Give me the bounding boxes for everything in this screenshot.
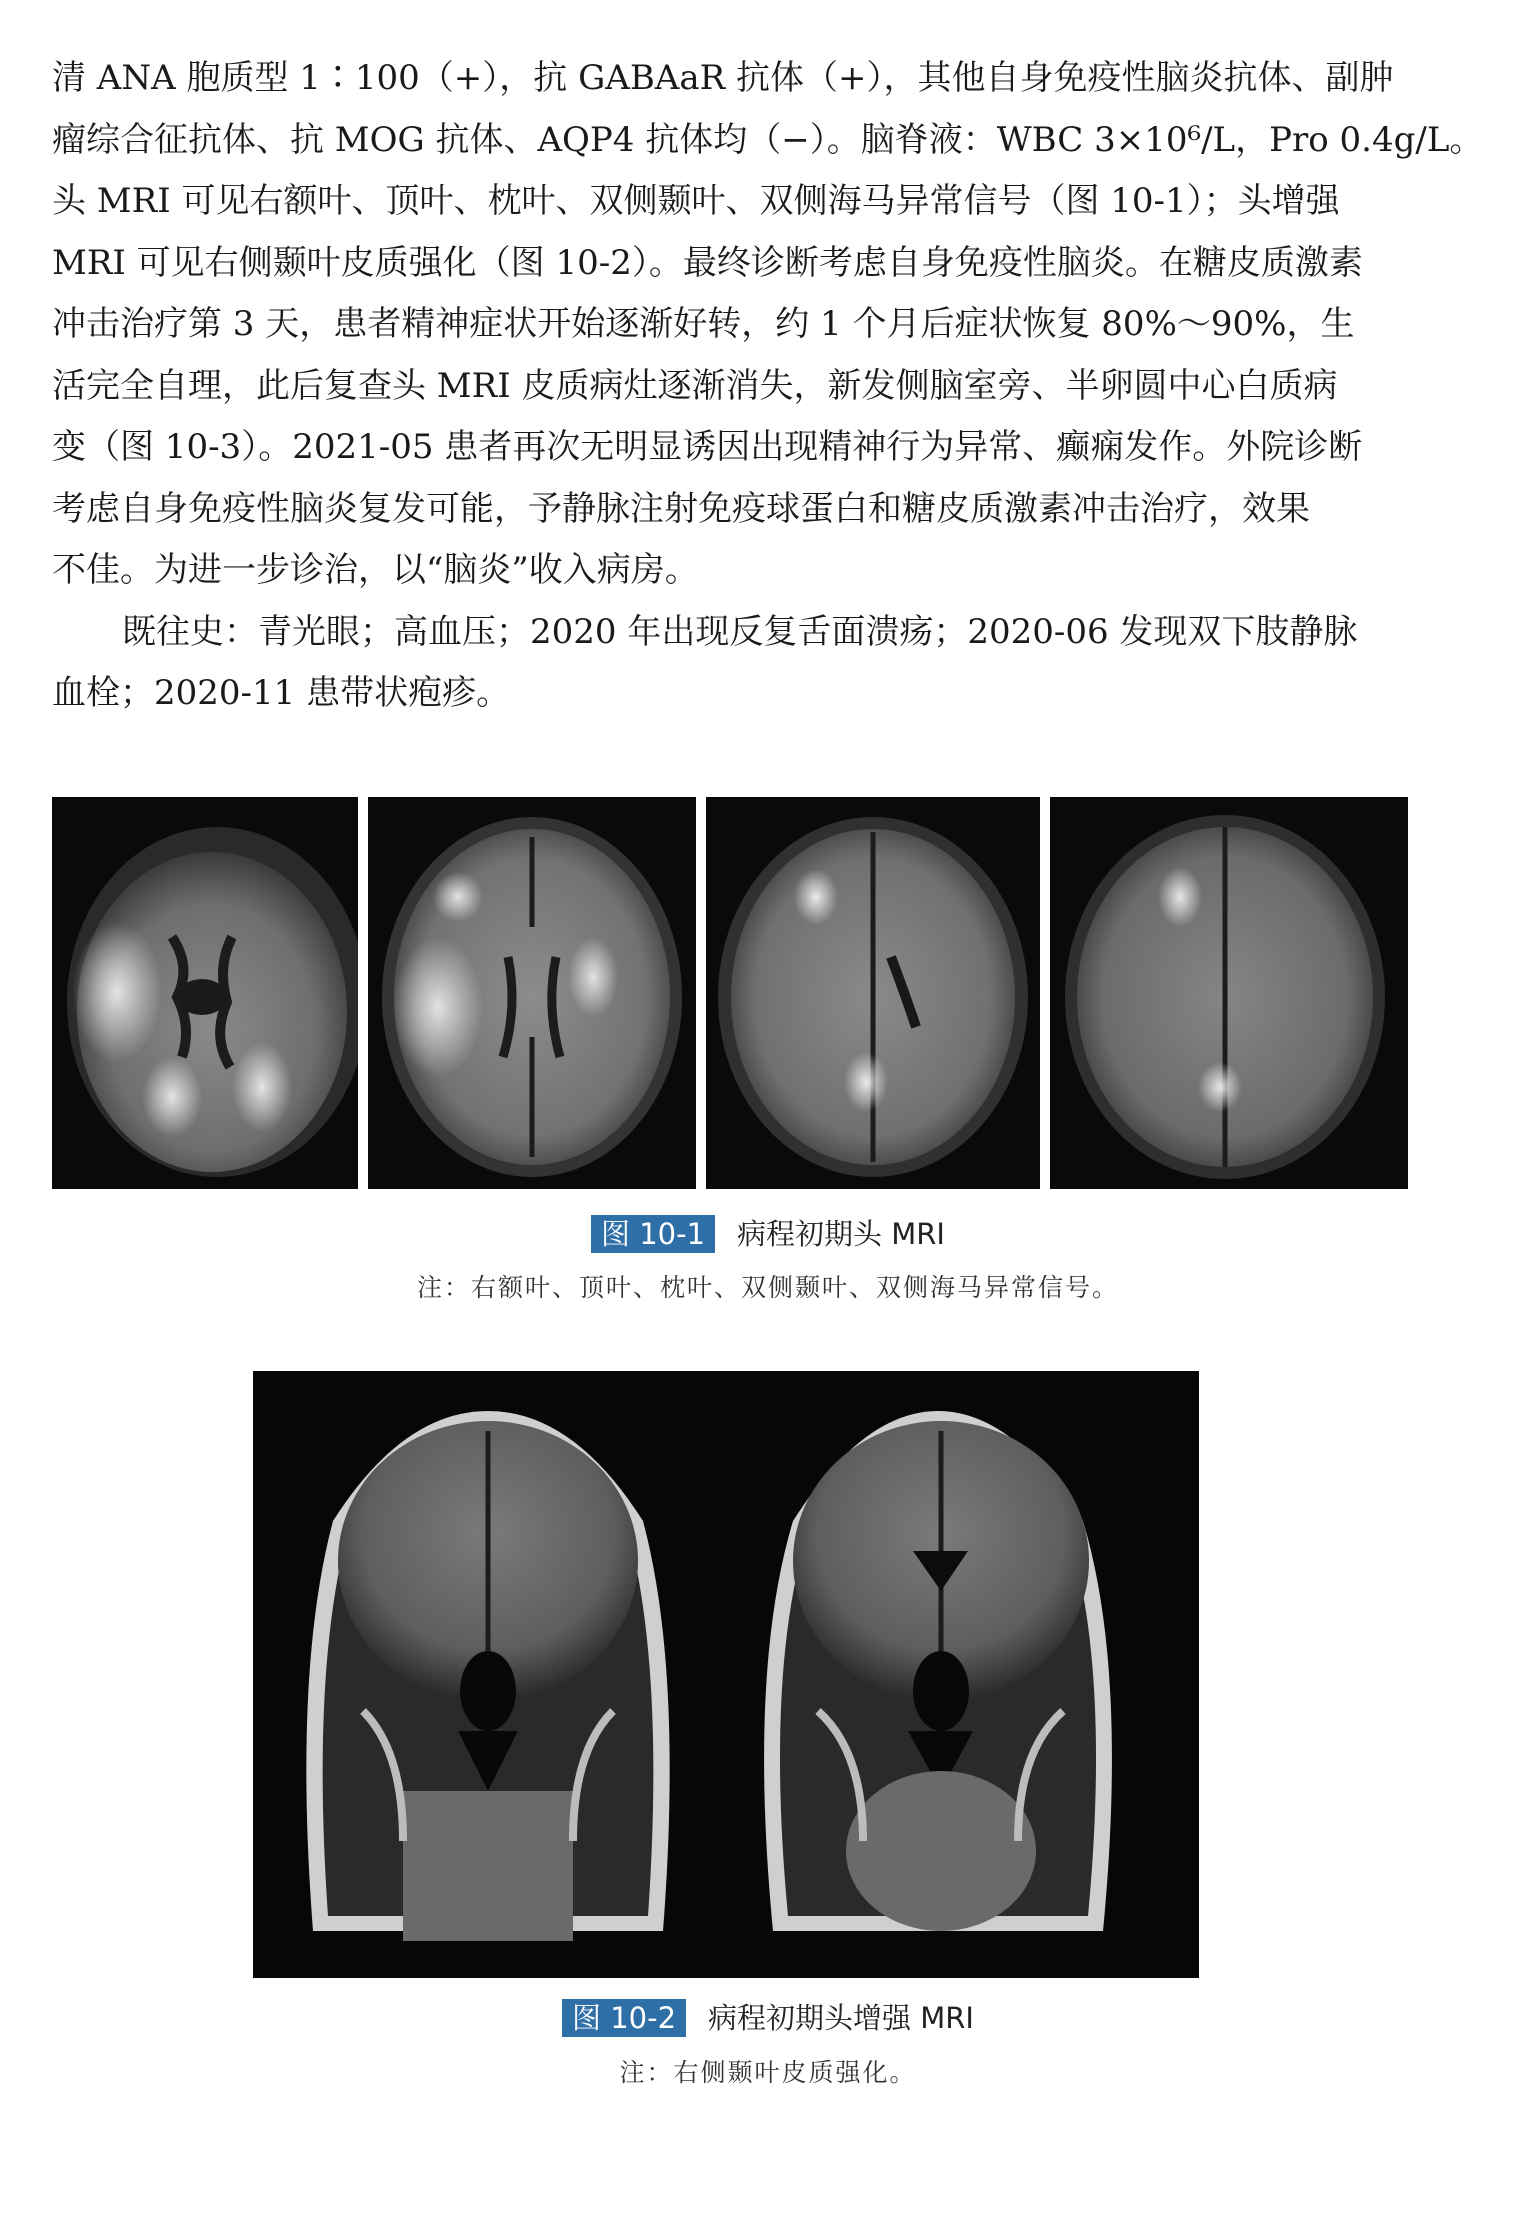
figure-label: 图 10-2: [562, 1999, 686, 2037]
figure-10-1-caption: [0, 1212, 1536, 1253]
figure-10-1-note: 注：右额叶、顶叶、枕叶、双侧颞叶、双侧海马异常信号。: [416, 1273, 1119, 1302]
text-line: MRI 可见右侧颞叶皮质强化（图 10-2）。最终诊断考虑自身免疫性脑炎。在糖皮质激素: [52, 242, 1363, 283]
text-line: 考虑自身免疫性脑炎复发可能，予静脉注射免疫球蛋白和糖皮质激素冲击治疗，效果: [52, 488, 1310, 529]
text-line: 头 MRI 可见右额叶、顶叶、枕叶、双侧颞叶、双侧海马异常信号（图 10-1）；头增强: [52, 181, 1340, 221]
text-line: 瘤综合征抗体、抗 MOG 抗体、AQP4 抗体均（−）。脑脊液：WBC 3×10⁶/L，Pro 0.4g/L。: [52, 119, 1484, 160]
figure-10-2-images: [253, 1371, 1199, 1978]
text-line: 清 ANA 胞质型 1∶100（+），抗 GABAaR 抗体（+），其他自身免疫性脑炎抗体、副肿: [52, 58, 1394, 98]
text-line: 冲击治疗第 3 天，患者精神症状开始逐渐好转，约 1 个月后症状恢复 80%～90%，生: [52, 304, 1355, 344]
text-line: 既往史：青光眼；高血压；2020 年出现反复舌面溃疡；2020-06 发现双下肢静脉: [122, 611, 1358, 652]
body-text: [52, 48, 1484, 725]
figure-title: 病程初期头增强 MRI: [708, 2001, 974, 2035]
text-line: 变（图 10-3）。2021-05 患者再次无明显诱因出现精神行为异常、癫痫发作。外院诊断: [52, 427, 1363, 467]
figure-10-1-images: [52, 797, 1408, 1189]
text-line: 活完全自理，此后复查头 MRI 皮质病灶逐渐消失，新发侧脑室旁、半卵圆中心白质病: [52, 365, 1338, 406]
figure-label: 图 10-1: [591, 1215, 715, 1253]
figure-10-2-caption: [0, 1996, 1536, 2037]
coronal-mri-right: [764, 1411, 1112, 1931]
figure-10-2-note: 注：右侧颞叶皮质强化。: [619, 2058, 917, 2087]
figure-title: 病程初期头 MRI: [737, 1217, 945, 1251]
paragraph-past-history: [52, 602, 1408, 725]
mri-axial-panel-2: [368, 797, 696, 1189]
mri-axial-panel-4: [1050, 797, 1408, 1189]
text-line: 不佳。为进一步诊治，以“脑炎”收入病房。: [52, 550, 699, 590]
text-line: 血栓；2020-11 患带状疱疹。: [52, 673, 511, 713]
coronal-mri-left: [306, 1411, 669, 1941]
mri-axial-panel-1: [52, 797, 358, 1189]
paragraph-history: [52, 48, 1484, 602]
mri-axial-panel-3: [706, 797, 1040, 1189]
